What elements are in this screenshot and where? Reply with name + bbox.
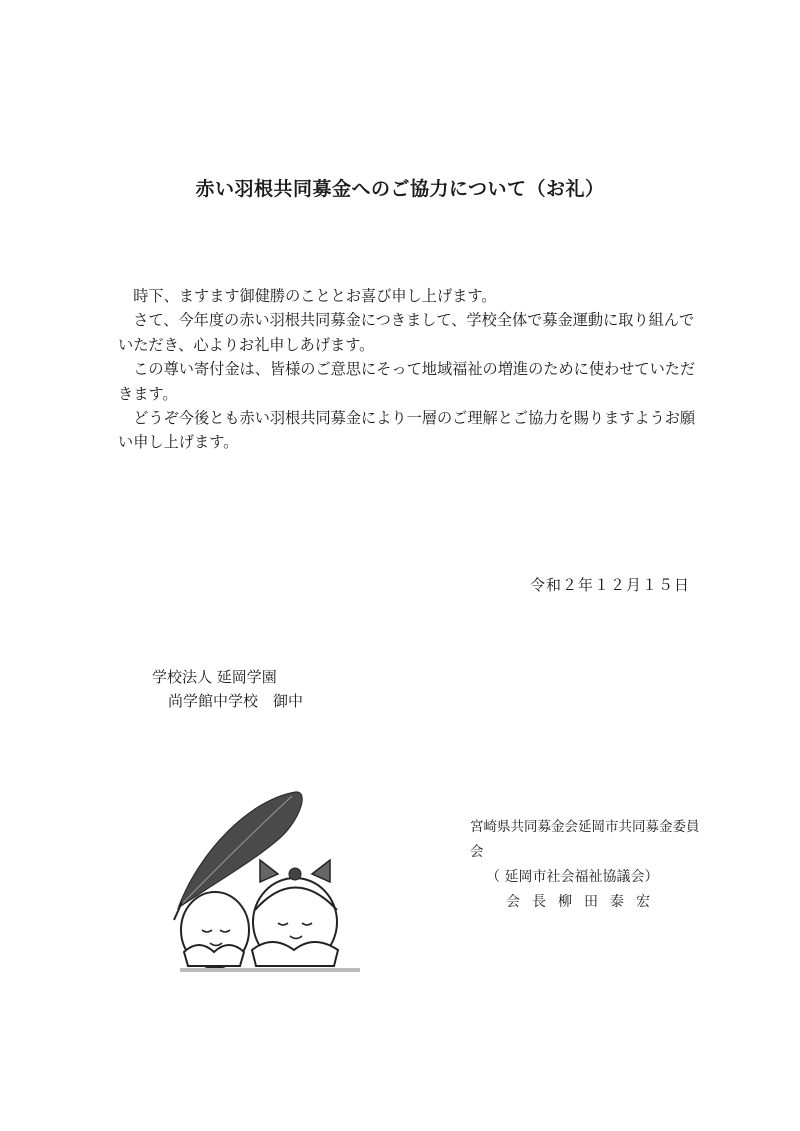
sender-organization: 宮崎県共同募金会延岡市共同募金委員会 <box>470 819 700 860</box>
document-date: 令和２年１２月１５日 <box>529 576 690 594</box>
recipient-line-2: 尚学館中学校 御中 <box>168 692 304 710</box>
sender-block <box>470 815 710 915</box>
paragraph: どうぞ今後とも赤い羽根共同募金により一層のご理解とご協力を賜りますようお願い申し上げます。 <box>118 409 696 452</box>
sender-sub-organization: （ 延岡市社会福祉協議会） <box>486 869 659 885</box>
recipient-block <box>152 665 303 713</box>
paragraph: 時下、ますます御健勝のこととお喜び申し上げます。 <box>133 287 497 305</box>
red-feather-mascot-illustration <box>160 780 380 980</box>
paragraph: この尊い寄付金は、皆様のご意思にそって地域福祉の増進のために使わせていただきます。 <box>118 360 696 403</box>
document-body <box>118 284 698 455</box>
paragraph: さて、今年度の赤い羽根共同募金につきまして、学校全体で募金運動に取り組んでいただき、心よりお礼申しあげます。 <box>118 311 695 354</box>
sender-president: 会長柳田泰宏 <box>506 894 662 910</box>
document-title: 赤い羽根共同募金へのご協力について（お礼） <box>195 178 605 200</box>
recipient-line-1: 学校法人 延岡学園 <box>152 668 277 686</box>
